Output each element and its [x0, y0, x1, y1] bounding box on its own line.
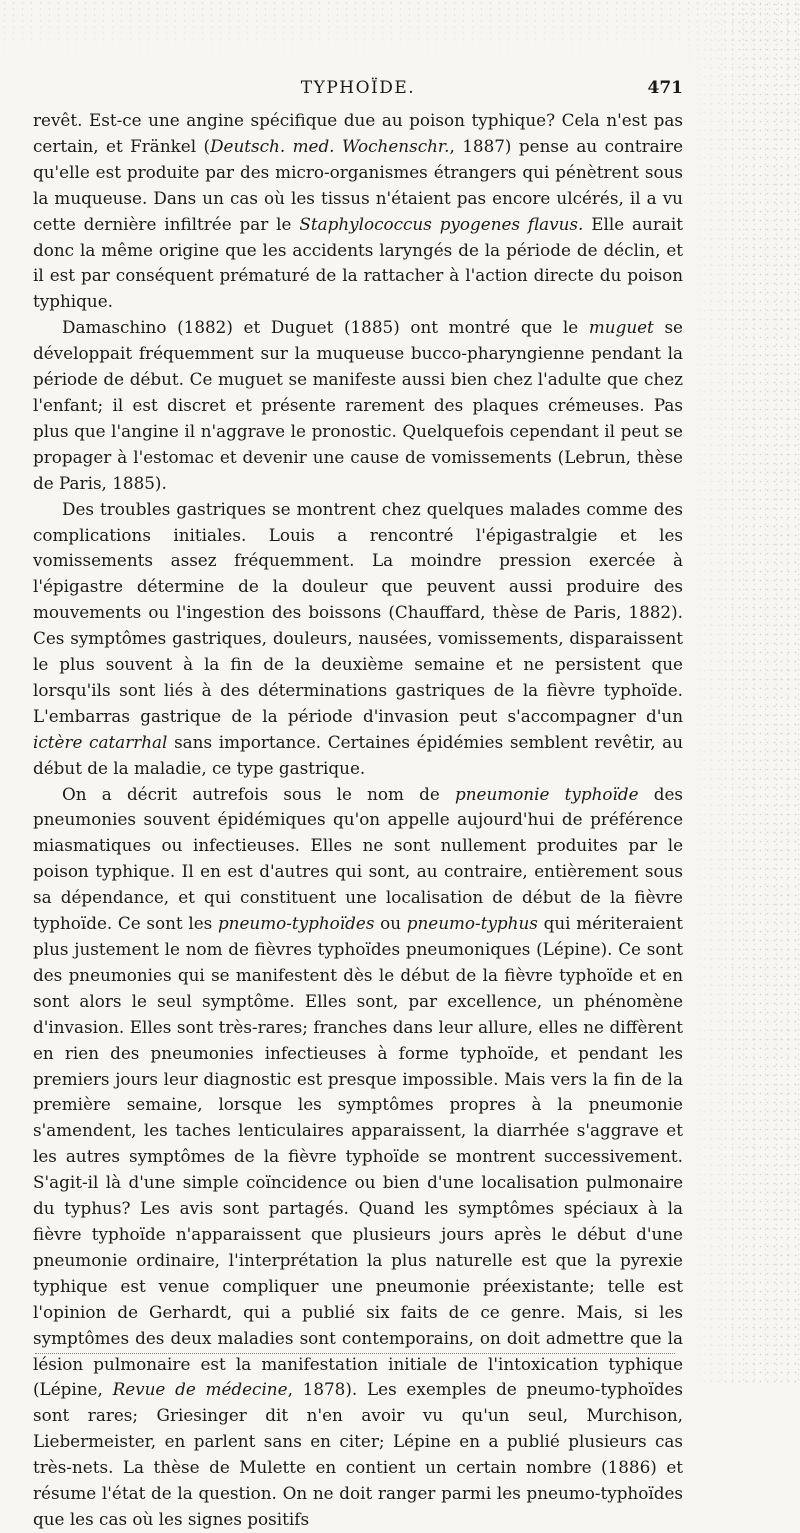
text-run: , 1887) pense au contraire qu'elle est produite par des micro-organismes étrangers qui pénètrent sous la muqueuse. Dans un cas où les tissus n'étaient pas encore ulcérés, il a vu cette dernière infiltrée par le [33, 135, 684, 234]
bottom-rule [35, 1353, 675, 1354]
italic-run: pneumo-typhoïdes [217, 913, 375, 934]
text-run: Elle aurait donc la même origine que les accidents laryngés de la période de déclin, et il est par conséquent prématuré de la rattacher à l'action directe du poison typhique. [33, 213, 683, 312]
text-run: Damaschino (1882) et Duguet (1885) ont montré que le [62, 317, 589, 338]
italic-run: ictère catarrhal [33, 731, 168, 752]
italic-run: pneumo-typhus [406, 913, 538, 934]
page-header [33, 78, 683, 102]
running-head: TYPHOÏDE. [300, 78, 416, 98]
text-run: Des troubles gastriques se montrent chez quelques malades comme des complications initiales. Louis a rencontré l'épigastralgie et les vomissements assez fréquemment. La moindre pression exercée à l'épigastre détermine de la douleur que peuvent aussi produire des mouvements ou l'ingestion des boissons (Chauffard, thèse de Paris, 1882). Ces symptômes gastriques, douleurs, nausées, vomissements, disparaissent le plus souvent à la fin de la deuxième semaine et ne persistent que lorsqu'ils sont liés à des déterminations gastriques de la fièvre typhoïde. L'embarras gastrique de la période d'invasion peut s'accompagner d'un [33, 498, 683, 726]
text-run: se développait fréquemment sur la muqueuse bucco-pharyngienne pendant la période de début. Ce muguet se manifeste aussi bien chez l'adulte que chez l'enfant; il est discret et présente rarement des plaques crémeuses. Pas plus que l'angine il n'aggrave le pronostic. Quelquefois cependant il peut se propager à l'estomac et devenir une cause de vomissements (Lebrun, thèse de Paris, 1885). [33, 317, 683, 493]
italic-run: Revue de médecine [112, 1379, 288, 1400]
text-run: revêt. Est-ce une angine spécifique due au poison typhique? Cela n'est pas certain, et Fränkel ( [33, 110, 683, 156]
paragraph [33, 108, 683, 315]
text-run: sans importance. Certaines épidémies semblent revêtir, au début de la maladie, ce type gastrique. [33, 731, 683, 778]
scan-noise-margin [680, 0, 800, 1384]
paragraph [33, 497, 683, 782]
italic-run: Staphylococcus pyogenes flavus. [299, 213, 584, 234]
paragraph [33, 315, 683, 496]
italic-run: Deutsch. med. Wochenschr. [210, 135, 450, 156]
text-run: On a décrit autrefois sous le nom de [62, 783, 455, 804]
italic-run: muguet [588, 317, 654, 338]
text-run: qui mériteraient plus justement le nom de fièvres typhoïdes pneumoniques (Lépine). Ce sont des pneumonies qui se manifestent dès le début de la fièvre typhoïde et en sont alors le seul symptôme. Elles sont, par excellence, un phénomène d'invasion. Elles sont très-rares; franches dans leur allure, elles ne diffèrent en rien des pneumonies infectieuses à forme typhoïde, et pendant les premiers jours leur diagnostic est presque impossible. Mais vers la fin de la première semaine, lorsque les symptômes propres à la pneumonie s'amendent, les taches lenticulaires apparaissent, la diarrhée s'aggrave et les autres symptômes de la fièvre typhoïde se montrent successivement. S'agit-il là d'une simple coïncidence ou bien d'une localisation pulmonaire du typhus? Les avis sont partagés. Quand les symptômes spéciaux à la fièvre typhoïde n'apparaissent que plusieurs jours après le début d'une pneumonie ordinaire, l'interprétation la plus naturelle est que la pyrexie typhique est venue compliquer une pneumonie préexistante; telle est l'opinion de Gerhardt, qui a publié six faits de ce genre. Mais, si les symptômes des deux maladies sont contemporains, on doit admettre que la lésion pulmonaire est la manifestation initiale de l'intoxication typhique (Lépine, [33, 913, 683, 1400]
text-run: des pneumonies souvent épidémiques qu'on appelle aujourd'hui de préférence miasmatiques ou infectieuses. Elles ne sont nullement produites par le poison typhique. Il en est d'autres qui sont, au contraire, entièrement sous sa dépendance, et qui constituent une localisation de début de la fièvre typhoïde. Ce sont les [33, 783, 683, 934]
body-text [33, 108, 683, 1533]
paragraph [33, 782, 683, 1533]
page-number: 471 [647, 78, 683, 98]
italic-run: pneumonie typhoïde [455, 783, 639, 804]
text-run: , 1878). Les exemples de pneumo-typhoïdes sont rares; Griesinger dit n'en avoir vu qu'un seul, Murchison, Liebermeister, en parlent sans en citer; Lépine en a publié plusieurs cas très-nets. La thèse de Mulette en contient un certain nombre (1886) et résume l'état de la question. On ne doit ranger parmi les pneumo-typhoïdes que les cas où les signes positifs [33, 1379, 684, 1529]
text-run: ou [374, 913, 407, 934]
